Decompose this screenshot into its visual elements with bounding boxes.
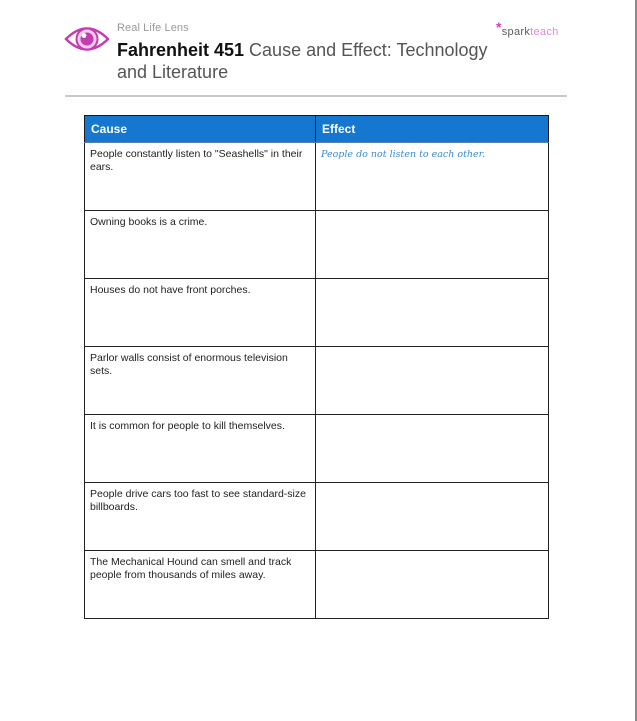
cause-cell	[85, 211, 316, 279]
cause-text: Owning books is a crime.	[90, 216, 208, 228]
effect-cell[interactable]	[316, 551, 549, 619]
cause-text: People constantly listen to "Seashells" in their ears.	[90, 148, 303, 173]
column-header-effect: Effect	[316, 116, 549, 143]
cause-effect-table	[84, 115, 549, 619]
effect-cell[interactable]	[316, 143, 549, 211]
effect-cell[interactable]	[316, 211, 549, 279]
table-row	[85, 347, 549, 415]
brand-logo	[496, 19, 559, 38]
cause-cell	[85, 551, 316, 619]
table-row	[85, 551, 549, 619]
cause-text: Houses do not have front porches.	[90, 284, 251, 296]
table-row	[85, 279, 549, 347]
effect-text[interactable]: People do not listen to each other.	[321, 149, 486, 160]
table-row	[85, 211, 549, 279]
title-book-name: Fahrenheit 451	[117, 40, 245, 60]
cause-text: People drive cars too fast to see standard-size billboards.	[90, 488, 306, 513]
cause-cell	[85, 143, 316, 211]
header-divider	[65, 95, 567, 97]
brand-spark: spark	[501, 26, 531, 38]
cause-text: The Mechanical Hound can smell and track people from thousands of miles away.	[90, 556, 292, 581]
table-row	[85, 143, 549, 211]
title-subject: Cause and Effect: Technology and Literature	[117, 40, 488, 82]
effect-cell[interactable]	[316, 415, 549, 483]
cause-text: Parlor walls consist of enormous television sets.	[90, 352, 288, 377]
document-header	[0, 0, 637, 100]
brand-teach: teach	[530, 26, 559, 38]
cause-cell	[85, 415, 316, 483]
effect-cell[interactable]	[316, 347, 549, 415]
cause-cell	[85, 279, 316, 347]
table-row	[85, 415, 549, 483]
series-label: Real Life Lens	[117, 22, 189, 34]
brand-asterisk: *	[496, 19, 502, 35]
effect-cell[interactable]	[316, 483, 549, 551]
table-row	[85, 483, 549, 551]
page-title	[117, 39, 517, 83]
cause-cell	[85, 347, 316, 415]
cause-cell	[85, 483, 316, 551]
table-header-row	[85, 116, 549, 143]
effect-cell[interactable]	[316, 279, 549, 347]
cause-text: It is common for people to kill themselves.	[90, 420, 285, 432]
column-header-cause: Cause	[85, 116, 316, 143]
eye-icon	[64, 22, 110, 56]
